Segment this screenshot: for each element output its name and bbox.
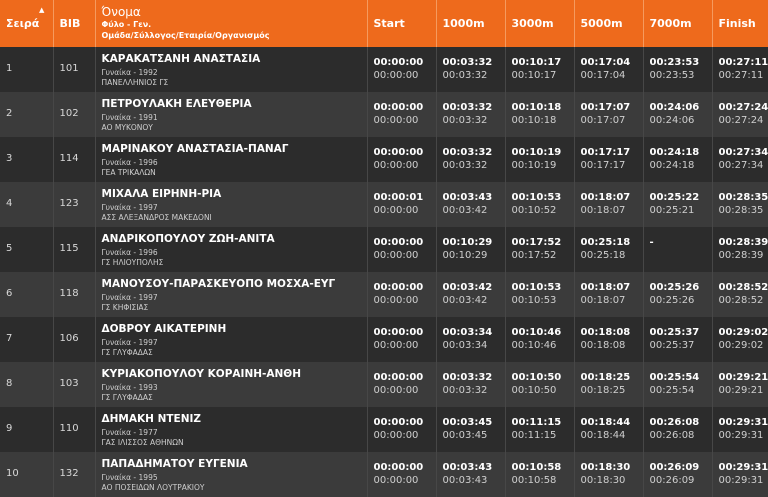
athlete-category: Γυναίκα - 1992: [101, 68, 158, 77]
table-row[interactable]: [0, 47, 768, 92]
rank-value: 8: [6, 378, 13, 389]
start-time-chip: 00:00:00: [373, 160, 419, 171]
bib-value: 101: [59, 63, 79, 74]
athlete-category: Γυναίκα - 1993: [101, 383, 158, 392]
athlete-club: ΓΕΑ ΤΡΙΚΑΛΩΝ: [101, 168, 156, 177]
header-start-label: Start: [373, 17, 405, 30]
split-7000m-chip: 00:26:09: [649, 475, 695, 486]
split-5000m-gun: 00:25:18: [580, 237, 631, 248]
split-7000m-cell: [643, 452, 712, 497]
start-time-cell: [367, 92, 436, 137]
split-1000m-gun: 00:10:29: [442, 237, 493, 248]
athlete-club: ΓΣ ΓΛΥΦΑΔΑΣ: [101, 393, 153, 402]
split-1000m-cell: [436, 47, 505, 92]
split-3000m-cell: [505, 407, 574, 452]
split-7000m-cell: [643, 227, 712, 272]
split-3000m-chip: 00:11:15: [511, 430, 557, 441]
header-bib[interactable]: [53, 0, 95, 47]
table-row[interactable]: [0, 92, 768, 137]
split-1000m-chip: 00:03:34: [442, 340, 488, 351]
split-3000m-cell: [505, 452, 574, 497]
finish-time-gun: 00:29:31: [718, 462, 768, 473]
rank-value: 6: [6, 288, 13, 299]
rank-value: 5: [6, 243, 13, 254]
athlete-category: Γυναίκα - 1996: [101, 248, 158, 257]
table-row[interactable]: [0, 137, 768, 182]
header-finish-label: Finish: [718, 17, 756, 30]
table-row[interactable]: [0, 407, 768, 452]
split-7000m-cell: [643, 407, 712, 452]
athlete-name[interactable]: ΜΑΝΟΥΣΟΥ-ΠΑΡΑΣΚΕΥΟΠΟ ΜΟΣΧΑ-ΕΥΓ: [101, 278, 336, 290]
finish-time-chip: 00:28:52: [718, 295, 764, 306]
split-5000m-gun: 00:17:04: [580, 57, 631, 68]
split-5000m-chip: 00:18:07: [580, 295, 626, 306]
rank-value: 4: [6, 198, 13, 209]
start-time-cell: [367, 317, 436, 362]
header-1000m-label: 1000m: [442, 17, 485, 30]
split-3000m-cell: [505, 272, 574, 317]
finish-time-cell: [712, 272, 768, 317]
split-5000m-cell: [574, 137, 643, 182]
split-5000m-chip: 00:17:17: [580, 160, 626, 171]
athlete-club: ΠΑΝΕΛΛΗΝΙΟΣ ΓΣ: [101, 78, 169, 87]
header-rank-label: Σειρά: [6, 17, 40, 30]
start-time-chip: 00:00:00: [373, 205, 419, 216]
athlete-name[interactable]: ΜΑΡΙΝΑΚΟΥ ΑΝΑΣΤΑΣΙΑ-ΠΑΝΑΓ: [101, 143, 289, 155]
finish-time-gun: 00:27:34: [718, 147, 768, 158]
split-7000m-chip: 00:25:21: [649, 205, 695, 216]
table-row[interactable]: [0, 182, 768, 227]
rank-value: 2: [6, 108, 13, 119]
athlete-name[interactable]: ΜΙΧΑΛΑ ΕΙΡΗΝΗ-ΡΙΑ: [101, 188, 222, 200]
athlete-category: Γυναίκα - 1997: [101, 203, 158, 212]
athlete-cell: [95, 92, 367, 137]
athlete-category: Γυναίκα - 1997: [101, 338, 158, 347]
table-row[interactable]: [0, 227, 768, 272]
header-5000m-label: 5000m: [580, 17, 623, 30]
athlete-name[interactable]: ΚΥΡΙΑΚΟΠΟΥΛΟΥ ΚΟΡΑΙΝΗ-ΑΝΘΗ: [101, 368, 302, 380]
split-5000m-chip: 00:18:30: [580, 475, 626, 486]
bib-cell: [53, 407, 95, 452]
split-3000m-cell: [505, 47, 574, 92]
finish-time-gun: 00:28:39: [718, 237, 768, 248]
athlete-club: ΓΣ ΓΛΥΦΑΔΑΣ: [101, 348, 153, 357]
split-7000m-cell: [643, 47, 712, 92]
split-1000m-chip: 00:03:32: [442, 70, 488, 81]
split-1000m-chip: 00:03:45: [442, 430, 488, 441]
split-7000m-chip: 00:24:18: [649, 160, 695, 171]
bib-cell: [53, 272, 95, 317]
start-time-cell: [367, 407, 436, 452]
split-1000m-gun: 00:03:32: [442, 372, 493, 383]
finish-time-cell: [712, 407, 768, 452]
header-name[interactable]: [95, 0, 367, 47]
split-5000m-gun: 00:18:07: [580, 192, 631, 203]
split-1000m-cell: [436, 92, 505, 137]
split-1000m-cell: [436, 227, 505, 272]
split-7000m-cell: [643, 92, 712, 137]
split-5000m-cell: [574, 272, 643, 317]
finish-time-chip: 00:28:35: [718, 205, 764, 216]
bib-value: 110: [59, 423, 79, 434]
rank-cell: [0, 227, 53, 272]
athlete-category: Γυναίκα - 1996: [101, 158, 158, 167]
split-1000m-chip: 00:03:32: [442, 385, 488, 396]
split-5000m-cell: [574, 47, 643, 92]
start-time-gun: 00:00:00: [373, 327, 424, 338]
split-7000m-cell: [643, 362, 712, 407]
split-1000m-gun: 00:03:32: [442, 147, 493, 158]
finish-time-chip: 00:29:21: [718, 385, 764, 396]
split-5000m-chip: 00:17:07: [580, 115, 626, 126]
split-5000m-chip: 00:18:44: [580, 430, 626, 441]
header-bib-label: BIB: [59, 17, 81, 30]
split-1000m-cell: [436, 182, 505, 227]
athlete-name[interactable]: ΠΑΠΑΔΗΜΑΤΟΥ ΕΥΓΕΝΙΑ: [101, 458, 248, 470]
athlete-name[interactable]: ΑΝΔΡΙΚΟΠΟΥΛΟΥ ΖΩΗ-ΑΝΙΤΑ: [101, 233, 275, 245]
rank-cell: [0, 317, 53, 362]
bib-value: 102: [59, 108, 79, 119]
bib-cell: [53, 362, 95, 407]
split-3000m-cell: [505, 317, 574, 362]
split-3000m-gun: 00:10:53: [511, 282, 562, 293]
split-7000m-cell: [643, 317, 712, 362]
athlete-cell: [95, 137, 367, 182]
athlete-name[interactable]: ΠΕΤΡΟΥΛΑΚΗ ΕΛΕΥΘΕΡΙΑ: [101, 98, 252, 110]
split-3000m-chip: 00:10:53: [511, 295, 557, 306]
split-5000m-chip: 00:18:08: [580, 340, 626, 351]
split-3000m-chip: 00:10:50: [511, 385, 557, 396]
table-row[interactable]: [0, 362, 768, 407]
rank-cell: [0, 452, 53, 497]
split-1000m-cell: [436, 407, 505, 452]
athlete-club: ΑΟ ΠΟΣΕΙΔΩΝ ΛΟΥΤΡΑΚΙΟΥ: [101, 483, 205, 492]
finish-time-cell: [712, 137, 768, 182]
split-1000m-gun: 00:03:43: [442, 192, 493, 203]
athlete-category: Γυναίκα - 1997: [101, 293, 158, 302]
header-name-sub1: Φύλο - Γεν.: [101, 20, 152, 29]
split-5000m-cell: [574, 92, 643, 137]
athlete-club: ΓΣ ΗΛΙΟΥΠΟΛΗΣ: [101, 258, 164, 267]
rank-cell: [0, 92, 53, 137]
start-time-chip: 00:00:00: [373, 250, 419, 261]
split-3000m-gun: 00:10:46: [511, 327, 562, 338]
split-7000m-chip: 00:25:26: [649, 295, 695, 306]
split-3000m-gun: 00:17:52: [511, 237, 562, 248]
bib-value: 106: [59, 333, 79, 344]
bib-value: 118: [59, 288, 79, 299]
header-name-title: Όνομα: [101, 5, 141, 19]
start-time-gun: 00:00:00: [373, 417, 424, 428]
split-5000m-gun: 00:17:07: [580, 102, 631, 113]
split-7000m-chip: 00:26:08: [649, 430, 695, 441]
split-5000m-gun: 00:18:07: [580, 282, 631, 293]
split-3000m-chip: 00:10:18: [511, 115, 557, 126]
finish-time-gun: 00:27:11: [718, 57, 768, 68]
split-3000m-chip: 00:17:52: [511, 250, 557, 261]
header-7000m-label: 7000m: [649, 17, 692, 30]
athlete-cell: [95, 362, 367, 407]
start-time-gun: 00:00:00: [373, 57, 424, 68]
rank-value: 9: [6, 423, 13, 434]
start-time-gun: 00:00:00: [373, 102, 424, 113]
athlete-cell: [95, 452, 367, 497]
start-time-chip: 00:00:00: [373, 385, 419, 396]
athlete-name[interactable]: ΔΗΜΑΚΗ ΝΤΕΝΙΖ: [101, 413, 201, 425]
split-7000m-chip: 00:23:53: [649, 70, 695, 81]
split-5000m-cell: [574, 182, 643, 227]
split-3000m-gun: 00:10:17: [511, 57, 562, 68]
split-1000m-chip: 00:03:32: [442, 160, 488, 171]
rank-value: 10: [6, 468, 19, 479]
split-3000m-cell: [505, 92, 574, 137]
start-time-gun: 00:00:01: [373, 192, 424, 203]
finish-time-chip: 00:29:02: [718, 340, 764, 351]
split-7000m-cell: [643, 272, 712, 317]
start-time-cell: [367, 47, 436, 92]
split-7000m-cell: [643, 182, 712, 227]
finish-time-cell: [712, 317, 768, 362]
split-1000m-chip: 00:03:43: [442, 475, 488, 486]
bib-value: 115: [59, 243, 79, 254]
split-5000m-gun: 00:18:25: [580, 372, 631, 383]
header-finish[interactable]: [712, 0, 768, 47]
start-time-chip: 00:00:00: [373, 70, 419, 81]
bib-value: 103: [59, 378, 79, 389]
finish-time-cell: [712, 47, 768, 92]
split-7000m-chip: 00:25:37: [649, 340, 695, 351]
split-3000m-cell: [505, 182, 574, 227]
split-7000m-gun: 00:24:06: [649, 102, 700, 113]
bib-cell: [53, 317, 95, 362]
split-5000m-gun: 00:18:08: [580, 327, 631, 338]
finish-time-cell: [712, 92, 768, 137]
split-3000m-chip: 00:10:46: [511, 340, 557, 351]
split-1000m-cell: [436, 137, 505, 182]
bib-value: 132: [59, 468, 79, 479]
split-3000m-cell: [505, 137, 574, 182]
table-body: [0, 47, 768, 497]
start-time-gun: 00:00:00: [373, 147, 424, 158]
finish-time-chip: 00:27:34: [718, 160, 764, 171]
start-time-gun: 00:00:00: [373, 462, 424, 473]
split-1000m-cell: [436, 452, 505, 497]
split-7000m-gun: 00:25:22: [649, 192, 700, 203]
finish-time-chip: 00:29:31: [718, 475, 764, 486]
rank-value: 7: [6, 333, 13, 344]
split-7000m-gun: 00:24:18: [649, 147, 700, 158]
bib-value: 123: [59, 198, 79, 209]
split-1000m-cell: [436, 362, 505, 407]
table-header: [0, 0, 768, 47]
start-time-chip: 00:00:00: [373, 340, 419, 351]
split-7000m-gun: 00:25:37: [649, 327, 700, 338]
split-3000m-gun: 00:10:18: [511, 102, 562, 113]
athlete-name[interactable]: ΔΟΒΡΟΥ ΑΙΚΑΤΕΡΙΝΗ: [101, 323, 227, 335]
split-7000m-chip: 00:24:06: [649, 115, 695, 126]
bib-cell: [53, 182, 95, 227]
split-3000m-chip: 00:10:52: [511, 205, 557, 216]
split-7000m-gun: 00:25:54: [649, 372, 700, 383]
bib-cell: [53, 137, 95, 182]
table-row[interactable]: [0, 452, 768, 497]
athlete-cell: [95, 317, 367, 362]
finish-time-chip: 00:29:31: [718, 430, 764, 441]
rank-cell: [0, 272, 53, 317]
start-time-gun: 00:00:00: [373, 282, 424, 293]
split-7000m-gun: 00:26:09: [649, 462, 700, 473]
split-7000m-gun: 00:26:08: [649, 417, 700, 428]
start-time-cell: [367, 362, 436, 407]
athlete-category: Γυναίκα - 1977: [101, 428, 158, 437]
split-5000m-cell: [574, 317, 643, 362]
finish-time-gun: 00:29:02: [718, 327, 768, 338]
bib-value: 114: [59, 153, 79, 164]
bib-cell: [53, 47, 95, 92]
finish-time-gun: 00:28:35: [718, 192, 768, 203]
finish-time-cell: [712, 227, 768, 272]
split-5000m-cell: [574, 362, 643, 407]
split-5000m-gun: 00:17:17: [580, 147, 631, 158]
split-7000m-chip: 00:25:54: [649, 385, 695, 396]
table-row[interactable]: [0, 317, 768, 362]
split-5000m-gun: 00:18:44: [580, 417, 631, 428]
header-1000m[interactable]: [436, 0, 505, 47]
split-3000m-chip: 00:10:19: [511, 160, 557, 171]
split-1000m-cell: [436, 272, 505, 317]
split-3000m-gun: 00:10:19: [511, 147, 562, 158]
header-5000m[interactable]: [574, 0, 643, 47]
finish-time-cell: [712, 182, 768, 227]
start-time-chip: 00:00:00: [373, 295, 419, 306]
start-time-cell: [367, 137, 436, 182]
table-row[interactable]: [0, 272, 768, 317]
athlete-club: ΑΟ ΜΥΚΟΝΟΥ: [101, 123, 153, 132]
start-time-chip: 00:00:00: [373, 115, 419, 126]
athlete-category: Γυναίκα - 1991: [101, 113, 158, 122]
split-7000m-gun: -: [649, 237, 654, 248]
split-1000m-gun: 00:03:34: [442, 327, 493, 338]
athlete-category: Γυναίκα - 1995: [101, 473, 158, 482]
split-1000m-cell: [436, 317, 505, 362]
start-time-gun: 00:00:00: [373, 372, 424, 383]
start-time-chip: 00:00:00: [373, 430, 419, 441]
bib-cell: [53, 227, 95, 272]
split-3000m-gun: 00:11:15: [511, 417, 562, 428]
split-5000m-cell: [574, 407, 643, 452]
bib-cell: [53, 452, 95, 497]
athlete-cell: [95, 47, 367, 92]
header-start[interactable]: [367, 0, 436, 47]
rank-cell: [0, 362, 53, 407]
split-5000m-chip: 00:17:04: [580, 70, 626, 81]
start-time-gun: 00:00:00: [373, 237, 424, 248]
split-3000m-gun: 00:10:53: [511, 192, 562, 203]
rank-cell: [0, 182, 53, 227]
split-1000m-gun: 00:03:42: [442, 282, 493, 293]
start-time-cell: [367, 452, 436, 497]
split-5000m-chip: 00:25:18: [580, 250, 626, 261]
rank-cell: [0, 47, 53, 92]
bib-cell: [53, 92, 95, 137]
header-name-sub2: Ομάδα/Σύλλογος/Εταιρία/Οργανισμός: [101, 31, 270, 40]
rank-value: 1: [6, 63, 13, 74]
start-time-chip: 00:00:00: [373, 475, 419, 486]
finish-time-gun: 00:29:31: [718, 417, 768, 428]
split-3000m-gun: 00:10:58: [511, 462, 562, 473]
split-3000m-gun: 00:10:50: [511, 372, 562, 383]
finish-time-gun: 00:29:21: [718, 372, 768, 383]
athlete-cell: [95, 272, 367, 317]
split-3000m-cell: [505, 227, 574, 272]
split-7000m-gun: 00:23:53: [649, 57, 700, 68]
finish-time-chip: 00:27:11: [718, 70, 764, 81]
athlete-cell: [95, 407, 367, 452]
athlete-club: ΓΑΣ ΙΛΙΣΣΟΣ ΑΘΗΝΩΝ: [101, 438, 184, 447]
athlete-cell: [95, 227, 367, 272]
rank-value: 3: [6, 153, 13, 164]
athlete-club: ΑΣΣ ΑΛΕΞΑΝΔΡΟΣ ΜΑΚΕΔΟΝΙ: [101, 213, 212, 222]
start-time-cell: [367, 182, 436, 227]
split-1000m-gun: 00:03:43: [442, 462, 493, 473]
start-time-cell: [367, 227, 436, 272]
split-5000m-cell: [574, 227, 643, 272]
rank-cell: [0, 137, 53, 182]
split-7000m-cell: [643, 137, 712, 182]
split-1000m-chip: 00:03:32: [442, 115, 488, 126]
split-5000m-gun: 00:18:30: [580, 462, 631, 473]
finish-time-chip: 00:28:39: [718, 250, 764, 261]
athlete-club: ΓΣ ΚΗΦΙΣΙΑΣ: [101, 303, 149, 312]
split-5000m-chip: 00:18:07: [580, 205, 626, 216]
header-3000m-label: 3000m: [511, 17, 554, 30]
split-3000m-chip: 00:10:17: [511, 70, 557, 81]
athlete-name[interactable]: ΚΑΡΑΚΑΤΣΑΝΗ ΑΝΑΣΤΑΣΙΑ: [101, 53, 261, 65]
split-5000m-chip: 00:18:25: [580, 385, 626, 396]
split-3000m-chip: 00:10:58: [511, 475, 557, 486]
finish-time-gun: 00:27:24: [718, 102, 768, 113]
finish-time-chip: 00:27:24: [718, 115, 764, 126]
split-3000m-cell: [505, 362, 574, 407]
finish-time-gun: 00:28:52: [718, 282, 768, 293]
header-rank[interactable]: [0, 0, 53, 47]
split-1000m-chip: 00:10:29: [442, 250, 488, 261]
finish-time-cell: [712, 362, 768, 407]
split-1000m-chip: 00:03:42: [442, 205, 488, 216]
split-1000m-gun: 00:03:45: [442, 417, 493, 428]
split-1000m-gun: 00:03:32: [442, 102, 493, 113]
finish-time-cell: [712, 452, 768, 497]
split-1000m-gun: 00:03:32: [442, 57, 493, 68]
split-7000m-gun: 00:25:26: [649, 282, 700, 293]
sort-ascending-icon[interactable]: ▲: [39, 6, 45, 14]
rank-cell: [0, 407, 53, 452]
header-7000m[interactable]: [643, 0, 712, 47]
split-5000m-cell: [574, 452, 643, 497]
header-3000m[interactable]: [505, 0, 574, 47]
athlete-cell: [95, 182, 367, 227]
start-time-cell: [367, 272, 436, 317]
split-1000m-chip: 00:03:42: [442, 295, 488, 306]
